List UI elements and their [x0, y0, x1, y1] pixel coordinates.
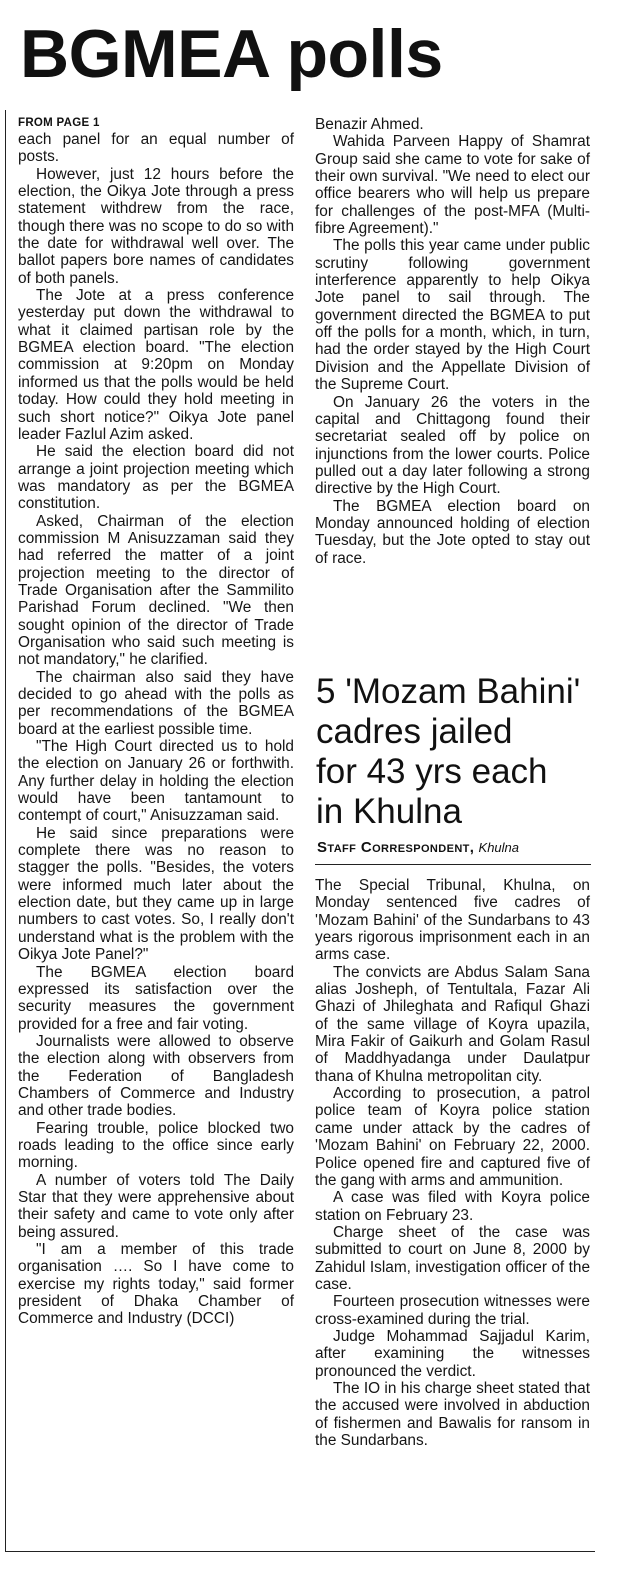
second-headline-line: cadres jailed: [316, 712, 513, 751]
article-paragraph: "The High Court directed us to hold the election on January 26 or forthwith. Any further delay in holding the election would have been tantamount to contempt of court," Anisuzzaman said.: [18, 738, 294, 825]
byline-place: Khulna: [478, 840, 520, 855]
second-headline-line: 5 'Mozam Bahini': [316, 672, 581, 711]
second-headline-line: in Khulna: [316, 792, 462, 831]
article-paragraph: However, just 12 hours before the election, the Oikya Jote through a press statement withdrew from the race, though there was no scope to do so with the date for withdrawal well over. The ballot papers bore names of candidates of both panels.: [18, 165, 294, 287]
article-paragraph: Asked, Chairman of the election commission M Anisuzzaman said they had referred the matter of a joint projection meeting to the director of Trade Organisation after the Sammilito Parishad Forum declined. "We then sought opinion of the director of Trade Organisation who said such meeting is not mandatory," he clarified.: [18, 512, 294, 669]
article-paragraph: Benazir Ahmed.: [315, 116, 424, 133]
article-paragraph: Wahida Parveen Happy of Shamrat Group said she came to vote for sake of their own survival. "We need to elect our office bearers who will help us prepare for challenges of the post-MFA (Multi-fibre Agreement).": [315, 133, 590, 238]
second-story-byline: [317, 839, 589, 857]
article-paragraph: The chairman also said they have decided to go ahead with the polls as per recommendations of the BGMEA board at the earliest possible time.: [18, 668, 294, 738]
article-paragraph: Charge sheet of the case was submitted to court on June 8, 2000 by Zahidul Islam, investigation officer of the case.: [315, 1223, 590, 1293]
article-paragraph: A number of voters told The Daily Star that they were apprehensive about their safety and came to vote only after being assured.: [18, 1171, 294, 1241]
page-bottom-rule: [5, 1551, 595, 1552]
article-paragraph: The BGMEA election board on Monday announced holding of election Tuesday, but the Jote opted to stay out of race.: [315, 497, 590, 567]
left-column: [18, 116, 294, 1328]
right-column-continuation: [315, 116, 590, 567]
second-story-headline: [316, 672, 606, 832]
article-paragraph: The Special Tribunal, Khulna, on Monday sentenced five cadres of 'Mozam Bahini' of the Sundarbans to 43 years rigorous imprisonment each in an arms case.: [315, 877, 590, 964]
article-paragraph: He said the election board did not arrange a joint projection meeting which was mandatory as per the BGMEA constitution.: [18, 443, 294, 513]
article-paragraph: Fourteen prosecution witnesses were cross-examined during the trial.: [315, 1293, 590, 1328]
article-paragraph: Journalists were allowed to observe the election along with observers from the Federation of Bangladesh Chambers of Commerce and Industry and other trade bodies.: [18, 1032, 294, 1120]
article-paragraph: A case was filed with Koyra police station on February 23.: [315, 1189, 590, 1224]
byline-role: Staff Correspondent,: [317, 839, 475, 856]
article-paragraph: The Jote at a press conference yesterday put down the withdrawal to what it claimed partisan role by the BGMEA election board. "The election commission at 9:20pm on Monday informed us that the polls would be held today. How could they hold meeting in such short notice?" Oikya Jote panel leader Fazlul Azim asked.: [18, 287, 294, 443]
article-paragraph: On January 26 the voters in the capital and Chittagong found their secretariat sealed off by police on injunctions from the lower courts. Police pulled out a day later following a strong directive by the High Court.: [315, 393, 590, 498]
article-paragraph: The BGMEA election board expressed its satisfaction over the security measures the government provided for a free and fair voting.: [18, 963, 294, 1033]
second-story-body: [315, 877, 590, 1449]
main-headline: BGMEA polls: [20, 16, 443, 92]
article-paragraph: Fearing trouble, police blocked two roads leading to the office since early morning.: [18, 1119, 294, 1172]
continuation-kicker: FROM PAGE 1: [18, 117, 100, 129]
article-paragraph: The IO in his charge sheet stated that the accused were involved in abduction of fishermen and Bawalis for ransom in the Sundarbans.: [315, 1379, 590, 1449]
article-paragraph: He said since preparations were complete there was no reason to stagger the polls. "Besides, the voters were informed much later about the election date, but they came up in large numbers to cast votes. So, I really don't understand what is the problem with the Oikya Jote Panel?": [18, 824, 294, 964]
article-paragraph: The polls this year came under public scrutiny following government interference apparently to help Oikya Jote panel to sail through. The government directed the BGMEA to put off the polls for a month, which, in turn, had the order stayed by the High Court Division and the Appellate Division of the Supreme Court.: [315, 237, 590, 394]
column-rule-left: [5, 110, 6, 1552]
article-paragraph: Judge Mohammad Sajjadul Karim, after examining the witnesses pronounced the verdict.: [315, 1327, 590, 1380]
byline-underline: [315, 864, 591, 865]
article-paragraph: "I am a member of this trade organisation …. So I have come to exercise my rights today," said former president of Dhaka Chamber of Commerce and Industry (DCCI): [18, 1241, 294, 1328]
article-paragraph: each panel for an equal number of posts.: [18, 131, 294, 166]
article-paragraph: The convicts are Abdus Salam Sana alias Josheph, of Tentultala, Fazar Ali Ghazi of Jhileghata and Rafiqul Ghazi of the same village of Koyra upazila, Mira Fakir of Gaikurh and Golam Rasul of Maddhyadanga under Daulatpur thana of Khulna metropolitan city.: [315, 963, 590, 1085]
article-paragraph: According to prosecution, a patrol police team of Koyra police station came under attack by the cadres of 'Mozam Bahini' on February 22, 2000. Police opened fire and captured five of the gang with arms and ammunition.: [315, 1085, 590, 1189]
second-headline-line: for 43 yrs each: [316, 752, 548, 791]
